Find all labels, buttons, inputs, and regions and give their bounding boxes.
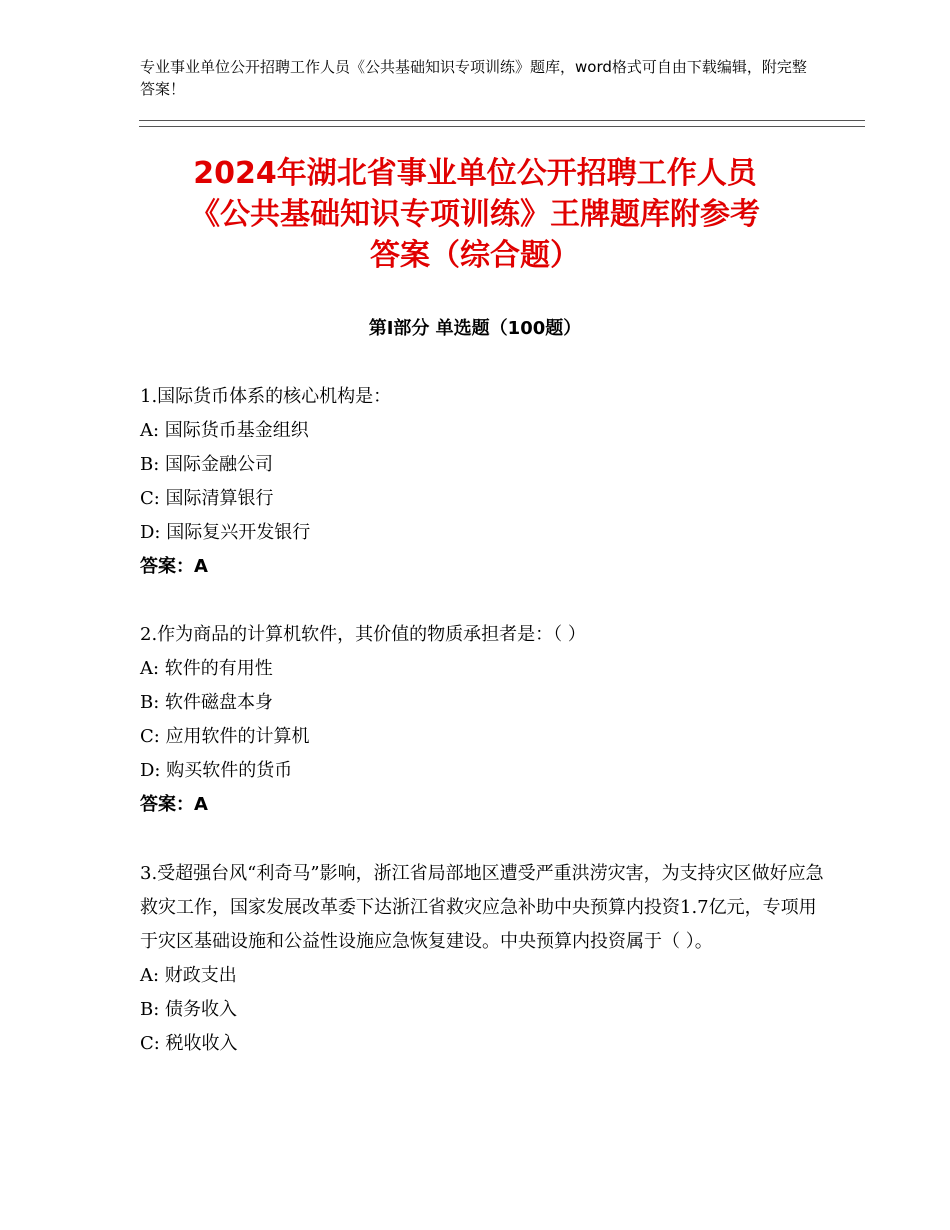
- option-c: C: 税收收入: [140, 1033, 238, 1054]
- question-2: [140, 618, 830, 822]
- title-line-3: 答案（综合题）: [370, 238, 580, 273]
- option-b: B: 债务收入: [140, 999, 238, 1020]
- title-line-1: 2024年湖北省事业单位公开招聘工作人员: [193, 156, 757, 191]
- question-stem: 3.受超强台风“利奇马”影响，浙江省局部地区遭受严重洪涝灾害，为支持灾区做好应急救灾工作，国家发展改革委下达浙江省救灾应急补助中央预算内投资1.7亿元，专项用于灾区基础设施和公益性设施应急恢复建设。中央预算内投资属于（ ）。: [140, 863, 824, 952]
- question-stem: 2.作为商品的计算机软件，其价值的物质承担者是：（ ）: [140, 624, 586, 645]
- document-title: [100, 153, 850, 276]
- answer-line: 答案：A: [140, 556, 208, 577]
- title-line-2: 《公共基础知识专项训练》王牌题库附参考: [190, 197, 760, 232]
- question-3: [140, 857, 830, 1061]
- answer-line: 答案：A: [140, 794, 208, 815]
- option-a: A: 软件的有用性: [140, 658, 273, 679]
- option-c: C: 应用软件的计算机: [140, 726, 310, 747]
- header-divider: [139, 120, 865, 127]
- option-b: B: 国际金融公司: [140, 454, 274, 475]
- question-1: [140, 380, 830, 584]
- option-a: A: 国际货币基金组织: [140, 420, 309, 441]
- option-c: C: 国际清算银行: [140, 488, 274, 509]
- section-heading: 第Ⅰ部分 单选题（100题）: [368, 318, 582, 339]
- option-a: A: 财政支出: [140, 965, 237, 986]
- question-stem: 1.国际货币体系的核心机构是：: [140, 386, 392, 407]
- option-d: D: 购买软件的货币: [140, 760, 293, 781]
- option-b: B: 软件磁盘本身: [140, 692, 274, 713]
- option-d: D: 国际复兴开发银行: [140, 522, 311, 543]
- document-header-note: 专业事业单位公开招聘工作人员《公共基础知识专项训练》题库，word格式可自由下载编辑，附完整答案！: [140, 58, 807, 98]
